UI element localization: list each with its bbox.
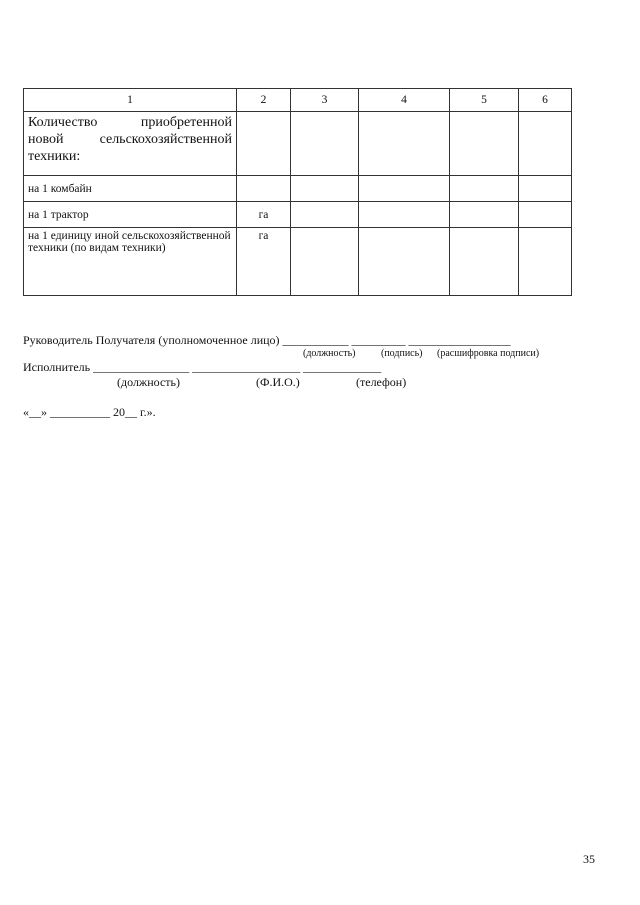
table-cell — [237, 112, 291, 176]
page-number: 35 — [583, 852, 595, 866]
unit-cell — [237, 176, 291, 202]
column-header: 1 — [24, 89, 237, 112]
table-row — [24, 202, 572, 228]
title-word: техники: — [28, 149, 81, 164]
caption-signature: (подпись) — [381, 348, 423, 359]
table-cell — [359, 202, 450, 228]
unit-cell: га — [237, 228, 291, 296]
column-header: 6 — [519, 89, 572, 112]
table-cell — [359, 112, 450, 176]
row-title-cell — [24, 112, 237, 176]
column-header: 4 — [359, 89, 450, 112]
table-cell — [291, 228, 359, 296]
table-cell — [291, 202, 359, 228]
table-cell — [519, 176, 572, 202]
table-row — [24, 228, 572, 296]
title-word: Количество — [28, 115, 98, 130]
caption-signature-decoding: (расшифровка подписи) — [437, 348, 540, 359]
executor-line: Исполнитель ________________ __________________ _____________ — [23, 360, 382, 374]
row-label: на 1 комбайн — [24, 176, 237, 202]
executor-caption-position: (должность) — [117, 375, 180, 389]
table-cell — [450, 176, 519, 202]
title-word: новой — [28, 132, 64, 147]
caption-position: (должность) — [303, 348, 356, 359]
column-header: 2 — [237, 89, 291, 112]
column-header: 5 — [450, 89, 519, 112]
row-label: на 1 трактор — [24, 202, 237, 228]
row-label: на 1 единицу иной сельскохозяйственной техники (по видам техники) — [24, 228, 237, 296]
executor-caption-phone: (телефон) — [356, 375, 407, 389]
table-cell — [519, 202, 572, 228]
table-row — [24, 176, 572, 202]
table-header-row — [24, 89, 572, 112]
unit-cell: га — [237, 202, 291, 228]
table-cell — [359, 176, 450, 202]
report-table — [23, 88, 572, 296]
column-header: 3 — [291, 89, 359, 112]
table-cell — [519, 228, 572, 296]
table-cell — [291, 176, 359, 202]
table-cell — [291, 112, 359, 176]
title-word: приобретенной — [140, 115, 232, 130]
table-cell — [519, 112, 572, 176]
date-line: «__» __________ 20__ г.». — [23, 405, 156, 419]
table-cell — [359, 228, 450, 296]
table-cell — [450, 202, 519, 228]
table-cell — [450, 228, 519, 296]
executor-caption-name: (Ф.И.О.) — [256, 375, 300, 389]
table-row — [24, 112, 572, 176]
title-word: сельскохозяйственной — [99, 132, 232, 147]
head-signature-line: Руководитель Получателя (уполномоченное лицо) ___________ _________ _________________ — [23, 333, 511, 347]
table-cell — [450, 112, 519, 176]
